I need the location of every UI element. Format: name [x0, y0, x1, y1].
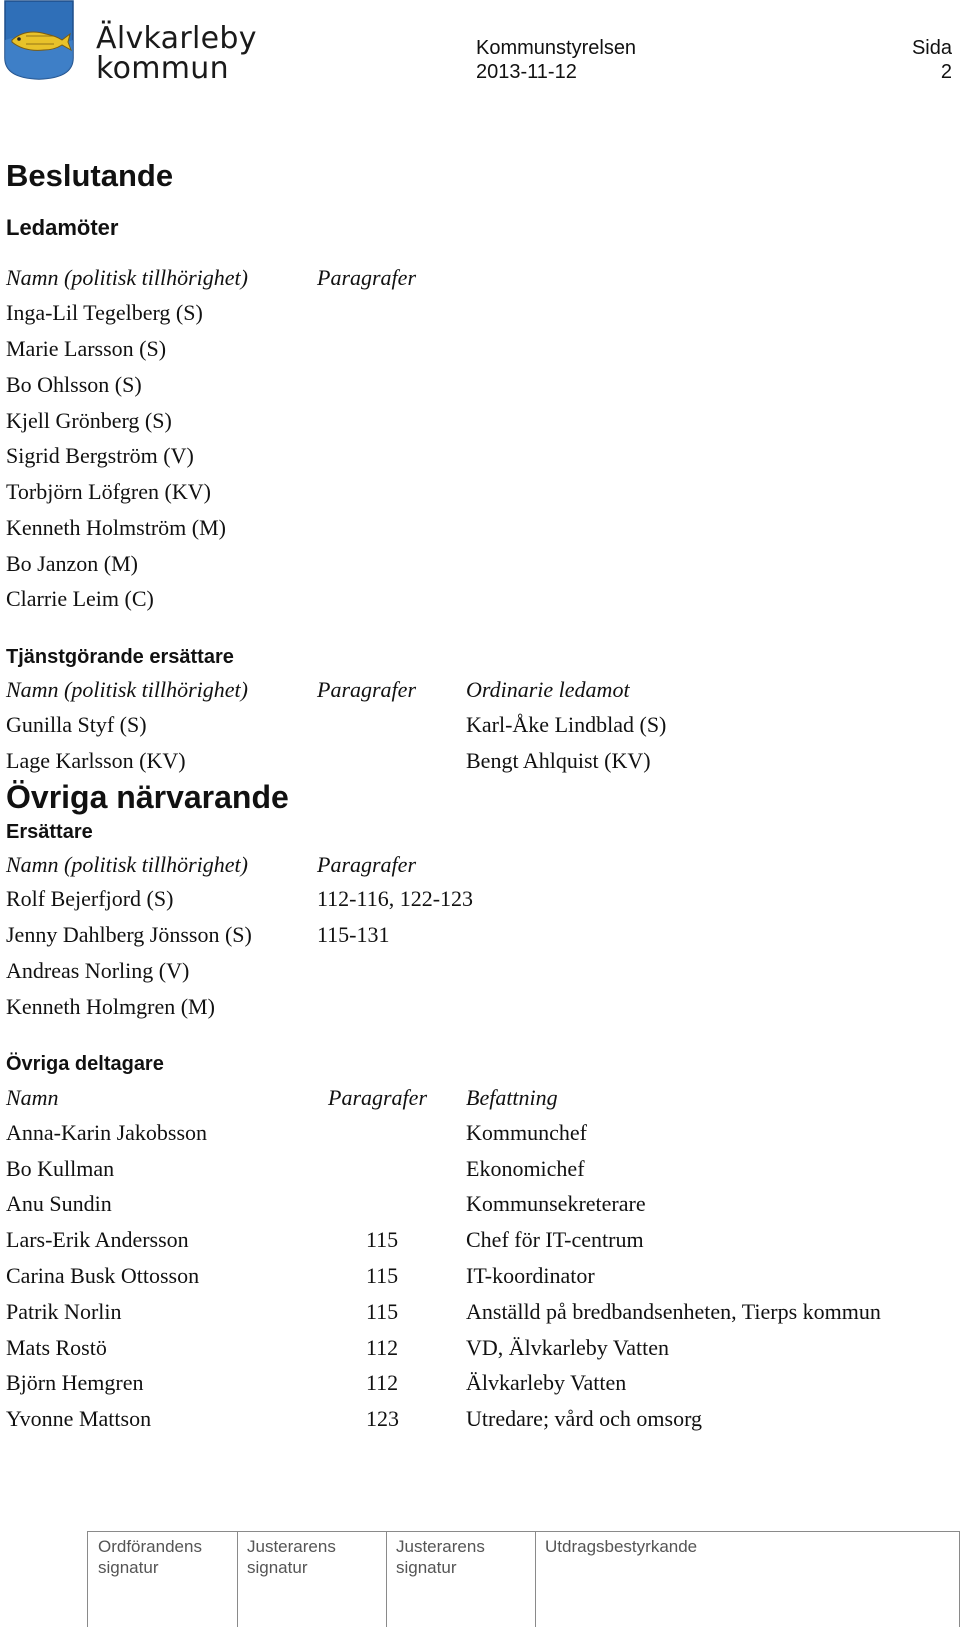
signature-table: [87, 1531, 960, 1627]
logo-name-line1: Älvkarleby: [96, 21, 257, 56]
header-date: 2013-11-12: [476, 61, 577, 83]
header-page-number: 2: [940, 61, 952, 83]
tjanstgorande-row-name: Gunilla Styf (S): [6, 712, 147, 737]
ledamot-row: Bo Janzon (M): [6, 551, 138, 576]
tjanstgorande-col-ordinarie: Ordinarie ledamot: [466, 677, 630, 702]
tjanstgorande-row-name: Lage Karlsson (KV): [6, 748, 186, 773]
deltagare-row-befattning: Chef för IT-centrum: [466, 1227, 644, 1252]
ledamoter-col-name: Namn (politisk tillhörighet): [6, 265, 248, 290]
ledamoter-col-paragrafer: Paragrafer: [317, 265, 416, 290]
ersattare-row-name: Andreas Norling (V): [6, 958, 190, 983]
ledamot-row: Clarrie Leim (C): [6, 586, 154, 611]
ledamot-row: Kjell Grönberg (S): [6, 408, 172, 433]
signature-label: Justerarens signatur: [247, 1537, 336, 1577]
deltagare-row-paragrafer: 115: [366, 1263, 399, 1288]
deltagare-col-paragrafer: Paragrafer: [328, 1085, 427, 1110]
ledamot-row: Torbjörn Löfgren (KV): [6, 479, 211, 504]
page-title: Beslutande: [6, 158, 174, 193]
ovriga-narvarande-title: Övriga närvarande: [6, 779, 289, 815]
tjanstgorande-heading: Tjänstgörande ersättare: [6, 646, 234, 668]
deltagare-row-paragrafer: 112: [366, 1370, 399, 1395]
tjanstgorande-col-paragrafer: Paragrafer: [317, 677, 416, 702]
ledamot-row: Sigrid Bergström (V): [6, 443, 194, 468]
deltagare-row-befattning: Ekonomichef: [466, 1156, 585, 1181]
ersattare-col-name: Namn (politisk tillhörighet): [6, 852, 248, 877]
deltagare-row-paragrafer: 112: [366, 1335, 399, 1360]
tjanstgorande-row-ordinarie: Bengt Ahlquist (KV): [466, 748, 651, 773]
ledamot-row: Bo Ohlsson (S): [6, 372, 142, 397]
ersattare-heading: Ersättare: [6, 821, 93, 843]
deltagare-col-name: Namn: [6, 1085, 59, 1110]
municipality-logo: [4, 0, 74, 80]
deltagare-row-paragrafer: 115: [366, 1227, 399, 1252]
deltagare-row-paragrafer: 123: [366, 1406, 399, 1431]
ersattare-row-name: Jenny Dahlberg Jönsson (S): [6, 922, 252, 947]
ersattare-row-name: Kenneth Holmgren (M): [6, 994, 215, 1019]
deltagare-row-paragrafer: 115: [366, 1299, 399, 1324]
deltagare-col-befattning: Befattning: [466, 1085, 558, 1110]
deltagare-row-name: Mats Rostö: [6, 1335, 107, 1360]
ledamot-row: Inga-Lil Tegelberg (S): [6, 300, 203, 325]
deltagare-row-name: Anna-Karin Jakobsson: [6, 1120, 208, 1145]
deltagare-row-befattning: VD, Älvkarleby Vatten: [466, 1335, 670, 1360]
signature-cell-ordforande: [88, 1532, 238, 1627]
deltagare-row-name: Bo Kullman: [6, 1156, 115, 1181]
deltagare-row-befattning: Utredare; vård och omsorg: [466, 1406, 703, 1431]
deltagare-row-name: Björn Hemgren: [6, 1370, 144, 1395]
signature-cell-justerare-1: [237, 1532, 387, 1627]
ledamot-row: Marie Larsson (S): [6, 336, 167, 361]
ledamot-row: Kenneth Holmström (M): [6, 515, 226, 540]
ersattare-row-name: Rolf Bejerfjord (S): [6, 886, 174, 911]
ovriga-deltagare-heading: Övriga deltagare: [6, 1053, 164, 1075]
ersattare-col-paragrafer: Paragrafer: [317, 852, 416, 877]
deltagare-row-name: Patrik Norlin: [6, 1299, 122, 1324]
deltagare-row-befattning: Kommunsekreterare: [466, 1191, 646, 1216]
header-organ: Kommunstyrelsen: [476, 37, 637, 59]
deltagare-row-befattning: Kommunchef: [466, 1120, 587, 1145]
deltagare-row-befattning: Anställd på bredbandsenheten, Tierps kommun: [466, 1299, 881, 1324]
ersattare-row-paragrafer: 115-131: [317, 922, 390, 947]
deltagare-row-name: Carina Busk Ottosson: [6, 1263, 200, 1288]
tjanstgorande-row-ordinarie: Karl-Åke Lindblad (S): [466, 712, 667, 737]
ledamoter-heading: Ledamöter: [6, 215, 119, 240]
deltagare-row-befattning: Älvkarleby Vatten: [466, 1370, 627, 1395]
deltagare-row-name: Lars-Erik Andersson: [6, 1227, 189, 1252]
signature-cell-justerare-2: [386, 1532, 536, 1627]
tjanstgorande-col-name: Namn (politisk tillhörighet): [6, 677, 248, 702]
ersattare-row-paragrafer: 112-116, 122-123: [317, 886, 474, 911]
signature-label: Ordförandens signatur: [98, 1537, 202, 1577]
logo-name-line2: kommun: [96, 51, 229, 86]
signature-label: Utdragsbestyrkande: [545, 1537, 698, 1556]
deltagare-row-name: Anu Sundin: [6, 1191, 112, 1216]
signature-cell-utdragsbestyrkande: [535, 1532, 960, 1627]
deltagare-row-befattning: IT-koordinator: [466, 1263, 595, 1288]
deltagare-row-name: Yvonne Mattson: [6, 1406, 152, 1431]
signature-label: Justerarens signatur: [396, 1537, 485, 1577]
header-page-label: Sida: [911, 37, 952, 59]
